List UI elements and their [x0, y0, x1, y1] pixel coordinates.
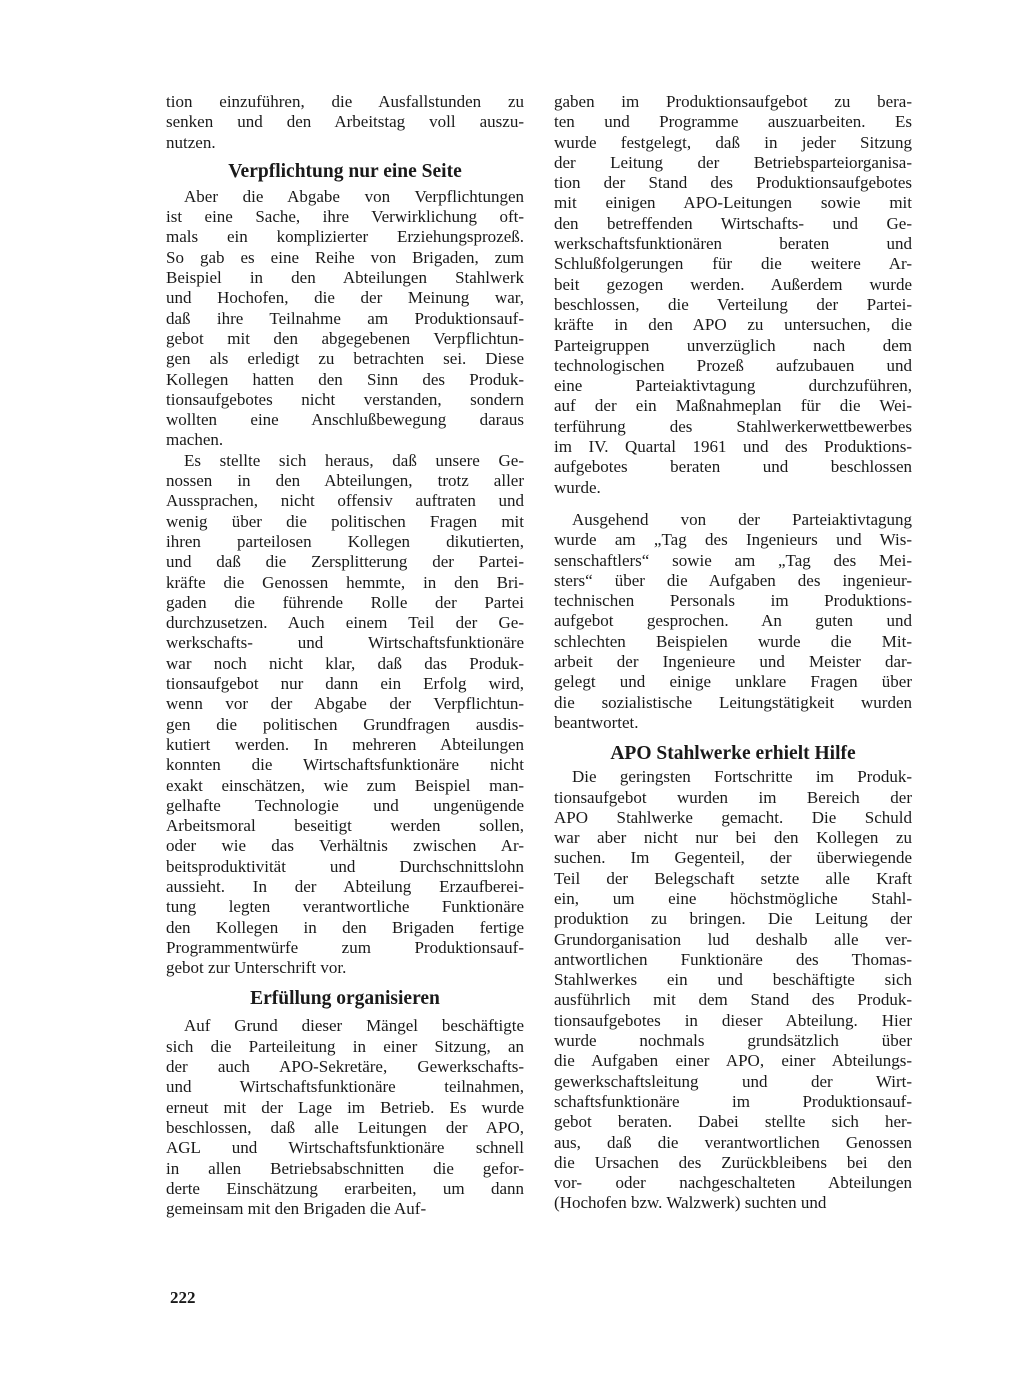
text-line: senken und den Arbeitstag voll auszu-	[166, 112, 524, 132]
text-line: So gab es eine Reihe von Brigaden, zum	[166, 247, 524, 267]
text-line: werkschafts- und Wirtschaftsfunktionäre	[166, 633, 524, 653]
text-line: nossen in den Abteilungen, trotz aller	[166, 471, 524, 491]
text-line: Auf Grund dieser Mängel beschäftigte	[184, 1016, 524, 1036]
text-line: Programmentwürfe zum Produktionsauf-	[166, 937, 524, 957]
text-line: produktion zu bringen. Die Leitung der	[554, 909, 912, 929]
text-line: wurde am „Tag des Ingenieurs und Wis-	[554, 530, 912, 550]
text-line: aufgebot gesprochen. An guten und	[554, 611, 912, 631]
text-line: tung legten verantwortliche Funktionäre	[166, 897, 524, 917]
text-line: nutzen.	[166, 132, 216, 152]
text-line: Stahlwerkes ein und beschäftigte sich	[554, 970, 912, 990]
text-line: vor- oder nachgeschalteten Abteilungen	[554, 1173, 912, 1193]
text-line: sich die Parteileitung in einer Sitzung, an	[166, 1036, 524, 1056]
section-heading: Verpflichtung nur eine Seite	[228, 160, 462, 182]
paragraph	[166, 1016, 524, 1219]
text-line: kräfte die Genossen hemmte, in den Bri-	[166, 572, 524, 592]
text-line: beit gezogen werden. Außerdem wurde	[554, 274, 912, 294]
text-line: und Wirtschaftsfunktionäre teilnahmen,	[166, 1077, 524, 1097]
text-line: exakt einschätzen, wie zum Beispiel man-	[166, 775, 524, 795]
text-line: Aber die Abgabe von Verpflichtungen	[184, 186, 524, 206]
text-line: die sozialistische Leitungstätigkeit wurden	[554, 692, 912, 712]
text-line: wollten eine Anschlußbewegung daraus	[166, 410, 524, 430]
text-line: schaftsfunktionäre im Produktionsauf-	[554, 1091, 912, 1111]
text-line: gewerkschaftsleitung und der Wirt-	[554, 1071, 912, 1091]
text-line: gaben im Produktionsaufgebot zu bera-	[554, 92, 912, 111]
text-line: der Leitung der Betriebsparteiorganisa-	[554, 152, 912, 172]
text-line: beantwortet.	[554, 712, 639, 732]
text-line: sters“ über die Aufgaben des ingenieur-	[554, 570, 912, 590]
text-line: der auch APO-Sekretäre, Gewerkschafts-	[166, 1057, 524, 1077]
text-line: tionsaufgebotes nicht verstanden, sondern	[166, 389, 524, 409]
text-line: und daß die Zersplitterung der Partei-	[166, 552, 524, 572]
paragraph	[166, 451, 524, 979]
text-line: Aussprachen, nicht offensiv auftraten und	[166, 491, 524, 511]
text-line: gen die politischen Grundfragen ausdis-	[166, 714, 524, 734]
text-line: gebot zur Unterschrift vor.	[166, 958, 347, 978]
text-line: Teil der Belegschaft setzte alle Kraft	[554, 868, 912, 888]
text-line: mit einigen APO-Leitungen sowie mit	[554, 193, 912, 213]
text-line: beschlossen, daß alle Leitungen der APO,	[166, 1117, 524, 1137]
page-number: 222	[170, 1288, 196, 1307]
text-line: Parteigruppen unverzüglich nach dem	[554, 335, 912, 355]
text-line: arbeit der Ingenieure und Meister dar-	[554, 652, 912, 672]
text-line: den Kollegen in den Brigaden fertige	[166, 917, 524, 937]
text-line: Schlußfolgerungen für die weitere Ar-	[554, 254, 912, 274]
text-line: auf der ein Maßnahmeplan für die Wei-	[554, 396, 912, 416]
text-line: tionsaufgebot nur dann ein Erfolg wird,	[166, 674, 524, 694]
text-line: wurde festgelegt, daß in jeder Sitzung	[554, 132, 912, 152]
text-line: beitsproduktivität und Durchschnittslohn	[166, 856, 524, 876]
right-column	[554, 92, 912, 1214]
text-line: war aber nicht nur bei den Kollegen zu	[554, 828, 912, 848]
text-line: gen als erledigt zu betrachten sei. Diese	[166, 349, 524, 369]
text-line: technologischen Prozeß aufzubauen und	[554, 355, 912, 375]
text-line: (Hochofen bzw. Walzwerk) suchten und	[554, 1193, 827, 1213]
text-line: AGL und Wirtschaftsfunktionäre schnell	[166, 1138, 524, 1158]
text-line: den betreffenden Wirtschafts- und Ge-	[554, 213, 912, 233]
section-heading: APO Stahlwerke erhielt Hilfe	[610, 743, 856, 765]
text-line: Arbeitsmoral beseitigt werden sollen,	[166, 816, 524, 836]
text-line: suchen. Im Gegenteil, der überwiegende	[554, 848, 912, 868]
text-line: antwortlichen Funktionäre des Thomas-	[554, 949, 912, 969]
text-line: tionsaufgebotes in dieser Abteilung. Hier	[554, 1010, 912, 1030]
text-line: oder wie das Verhältnis zwischen Ar-	[166, 836, 524, 856]
paragraph	[166, 187, 524, 451]
text-line: gaden die führende Rolle der Partei	[166, 592, 524, 612]
text-line: Kollegen hatten den Sinn des Produk-	[166, 369, 524, 389]
text-line: die Ursachen des Zurückbleibens bei den	[554, 1152, 912, 1172]
text-line: aus, daß die verantwortlichen Genossen	[554, 1132, 912, 1152]
text-line: APO Stahlwerke gemacht. Die Schuld	[554, 807, 912, 827]
text-line: konnten die Wirtschaftsfunktionäre nicht	[166, 755, 524, 775]
text-line: beschlossen, die Verteilung der Partei-	[554, 294, 912, 314]
text-line: daß ihre Teilnahme am Produktionsauf-	[166, 308, 524, 328]
paragraph	[554, 510, 912, 733]
text-line: senschaftlers“ sowie am „Tag des Mei-	[554, 550, 912, 570]
text-line: ist eine Sache, ihre Verwirklichung oft-	[166, 207, 524, 227]
text-line: aufgebotes beraten und beschlossen	[554, 457, 912, 477]
text-line: machen.	[166, 430, 224, 450]
text-line: Es stellte sich heraus, daß unsere Ge-	[184, 450, 524, 470]
text-line: wurde.	[554, 477, 601, 497]
text-line: gelhafte Technologie und ungenügende	[166, 795, 524, 815]
text-line: aussieht. In der Abteilung Erzaufberei-	[166, 876, 524, 896]
paragraph	[166, 92, 524, 153]
left-column	[166, 92, 524, 1219]
text-line: Beispiel in den Abteilungen Stahlwerk	[166, 268, 524, 288]
paragraph	[554, 767, 912, 1214]
text-line: durchzusetzen. Auch einem Teil der Ge-	[166, 613, 524, 633]
text-line: wenn vor der Abgabe der Verpflichtun-	[166, 694, 524, 714]
text-line: die Aufgaben einer APO, einer Abteilungs-	[554, 1051, 912, 1071]
text-line: und Hochofen, die der Meinung war,	[166, 288, 524, 308]
text-line: ten und Programme auszuarbeiten. Es	[554, 112, 912, 132]
text-line: derte Einschätzung erarbeiten, um dann	[166, 1178, 524, 1198]
text-line: mals ein komplizierter Erziehungsprozeß.	[166, 227, 524, 247]
text-line: erneut mit der Lage im Betrieb. Es wurde	[166, 1097, 524, 1117]
text-line: in allen Betriebsabschnitten die gefor-	[166, 1158, 524, 1178]
section-heading: Erfüllung organisieren	[250, 988, 440, 1010]
text-line: tion einzuführen, die Ausfallstunden zu	[166, 92, 524, 111]
text-line: Grundorganisation lud deshalb alle ver-	[554, 929, 912, 949]
text-line: eine Parteiaktivtagung durchzuführen,	[554, 376, 912, 396]
text-line: kräfte in den APO zu untersuchen, die	[554, 315, 912, 335]
text-line: wenig über die politischen Fragen mit	[166, 511, 524, 531]
text-line: ihren parteilosen Kollegen dikutierten,	[166, 531, 524, 551]
text-line: kutiert werden. In mehreren Abteilungen	[166, 734, 524, 754]
paragraph	[554, 92, 912, 498]
text-line: schlechten Beispielen wurde die Mit-	[554, 631, 912, 651]
text-line: ausführlich mit dem Stand des Produk-	[554, 990, 912, 1010]
text-line: Die geringsten Fortschritte im Produk-	[572, 767, 912, 787]
text-line: Ausgehend von der Parteiaktivtagung	[572, 509, 912, 529]
text-line: ein, um eine höchstmögliche Stahl-	[554, 888, 912, 908]
text-line: wurde nochmals grundsätzlich über	[554, 1031, 912, 1051]
text-line: gelegt und einige unklare Fragen über	[554, 672, 912, 692]
text-line: technischen Personals im Produktions-	[554, 591, 912, 611]
text-line: tionsaufgebot wurden im Bereich der	[554, 787, 912, 807]
text-line: gebot mit den abgegebenen Verpflichtun-	[166, 328, 524, 348]
text-line: gemeinsam mit den Brigaden die Auf-	[166, 1199, 427, 1219]
text-line: war noch nicht klar, daß das Produk-	[166, 653, 524, 673]
text-line: im IV. Quartal 1961 und des Produktions-	[554, 437, 912, 457]
text-line: tion der Stand des Produktionsaufgebotes	[554, 173, 912, 193]
text-line: gebot beraten. Dabei stellte sich her-	[554, 1112, 912, 1132]
text-line: terführung des Stahlwerkerwettbewerbes	[554, 416, 912, 436]
text-line: werkschaftsfunktionären beraten und	[554, 234, 912, 254]
